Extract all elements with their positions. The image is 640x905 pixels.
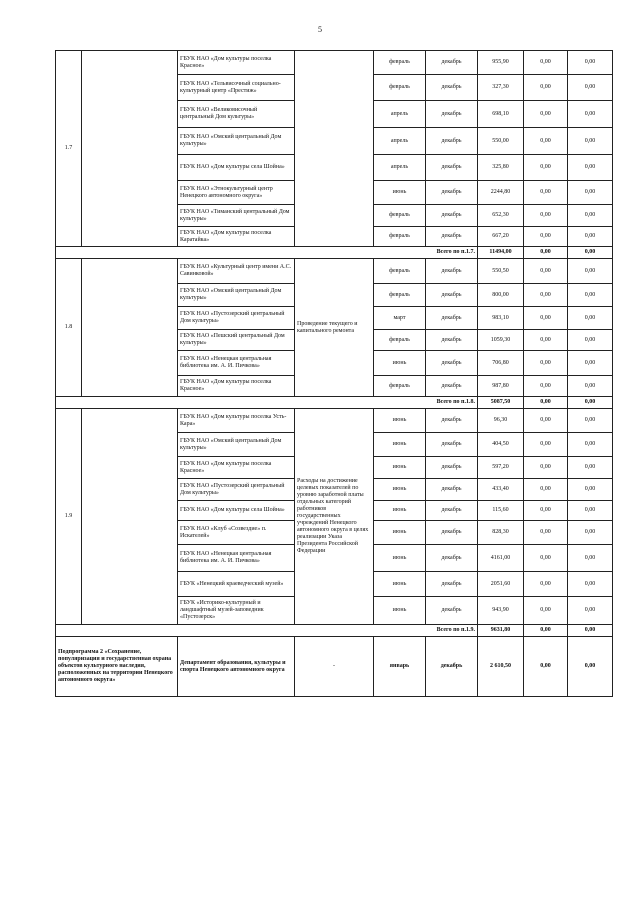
start-month: июнь (374, 521, 426, 545)
end-month: декабрь (426, 433, 478, 457)
amount-cell: 1059,30 (478, 330, 524, 351)
amount-cell: 96,30 (478, 409, 524, 433)
organization-cell: ГБУК НАО «Этнокультурный центр Ненецкого автономного округа» (178, 181, 295, 205)
start-month: февраль (374, 75, 426, 101)
organization-cell: ГБУК НАО «Ненецкая центральная библиотека им. А. И. Пичкова» (178, 351, 295, 376)
start-month: апрель (374, 155, 426, 181)
value-cell-2: 0,00 (568, 205, 613, 227)
value-cell-1: 0,00 (524, 51, 568, 75)
item-number: 1.8 (56, 259, 82, 397)
amount-cell: 955,90 (478, 51, 524, 75)
start-month: февраль (374, 205, 426, 227)
subprogram-value-2: 0,00 (568, 637, 613, 697)
total-amount: 11494,00 (478, 247, 524, 259)
value-cell-2: 0,00 (568, 545, 613, 572)
end-month: декабрь (426, 572, 478, 597)
start-month: июнь (374, 457, 426, 479)
event-cell: Проведение текущего и капитального ремонта (295, 259, 374, 397)
end-month: декабрь (426, 227, 478, 247)
value-cell-1: 0,00 (524, 205, 568, 227)
value-cell-1: 0,00 (524, 181, 568, 205)
start-month: июнь (374, 501, 426, 521)
table-row (56, 259, 613, 284)
organization-cell: ГБУК НАО «Великовисочный центральный Дом культуры» (178, 101, 295, 128)
total-value-1: 0,00 (524, 625, 568, 637)
total-amount: 5087,50 (478, 397, 524, 409)
end-month: декабрь (426, 409, 478, 433)
total-value-1: 0,00 (524, 247, 568, 259)
value-cell-1: 0,00 (524, 75, 568, 101)
amount-cell: 325,80 (478, 155, 524, 181)
table-row (56, 409, 613, 433)
value-cell-2: 0,00 (568, 457, 613, 479)
organization-cell: ГБУК НАО «Пешский центральный Дом культуры» (178, 330, 295, 351)
start-month: июнь (374, 597, 426, 625)
total-label: Всего по п.1.9. (56, 625, 478, 637)
organization-cell: ГБУК НАО «Дом культуры поселка Красное» (178, 376, 295, 397)
total-row (56, 247, 613, 259)
organization-cell: ГБУК НАО «Клуб «Созвездие» п. Искателей» (178, 521, 295, 545)
amount-cell: 550,00 (478, 128, 524, 155)
organization-cell: ГБУК НАО «Культурный центр имени А.С. Савинковой» (178, 259, 295, 284)
value-cell-2: 0,00 (568, 259, 613, 284)
start-month: июнь (374, 409, 426, 433)
start-month: июнь (374, 181, 426, 205)
end-month: декабрь (426, 521, 478, 545)
value-cell-1: 0,00 (524, 128, 568, 155)
table-body (56, 51, 613, 697)
organization-cell: ГБУК НАО «Омский центральный Дом культуры» (178, 284, 295, 307)
start-month: июнь (374, 479, 426, 501)
organization-cell: ГБУК НАО «Дом культуры села Шойна» (178, 501, 295, 521)
end-month: декабрь (426, 128, 478, 155)
amount-cell: 433,40 (478, 479, 524, 501)
value-cell-1: 0,00 (524, 597, 568, 625)
amount-cell: 327,30 (478, 75, 524, 101)
start-month: февраль (374, 330, 426, 351)
value-cell-1: 0,00 (524, 155, 568, 181)
end-month: декабрь (426, 259, 478, 284)
end-month: декабрь (426, 307, 478, 330)
start-month: июнь (374, 433, 426, 457)
organization-cell: ГБУК НАО «Тельвисочный социально-культурный центр «Престиж» (178, 75, 295, 101)
item-title (82, 51, 178, 247)
value-cell-2: 0,00 (568, 351, 613, 376)
page-number: 5 (318, 25, 322, 34)
amount-cell: 404,50 (478, 433, 524, 457)
value-cell-2: 0,00 (568, 501, 613, 521)
value-cell-1: 0,00 (524, 284, 568, 307)
amount-cell: 800,00 (478, 284, 524, 307)
end-month: декабрь (426, 101, 478, 128)
value-cell-1: 0,00 (524, 259, 568, 284)
start-month: июнь (374, 351, 426, 376)
value-cell-1: 0,00 (524, 330, 568, 351)
item-title (82, 409, 178, 625)
organization-cell: ГБУК НАО «Омский центральный Дом культуры» (178, 128, 295, 155)
organization-cell: ГБУК НАО «Дом культуры поселка Красное» (178, 457, 295, 479)
amount-cell: 983,10 (478, 307, 524, 330)
organization-cell: ГБУК НАО «Пустозерский центральный Дом культуры» (178, 307, 295, 330)
total-label: Всего по п.1.7. (56, 247, 478, 259)
organization-cell: ГБУК «Ненецкий краеведческий музей» (178, 572, 295, 597)
value-cell-2: 0,00 (568, 101, 613, 128)
start-month: февраль (374, 284, 426, 307)
subprogram-amount: 2 610,50 (478, 637, 524, 697)
organization-cell: ГБУК НАО «Ненецкая центральная библиотека им. А. И. Пичкова» (178, 545, 295, 572)
value-cell-2: 0,00 (568, 181, 613, 205)
value-cell-1: 0,00 (524, 227, 568, 247)
end-month: декабрь (426, 376, 478, 397)
end-month: декабрь (426, 501, 478, 521)
organization-cell: ГБУК НАО «Пустозерский центральный Дом культуры» (178, 479, 295, 501)
item-title (82, 259, 178, 397)
value-cell-2: 0,00 (568, 409, 613, 433)
start-month: февраль (374, 376, 426, 397)
value-cell-2: 0,00 (568, 128, 613, 155)
amount-cell: 652,30 (478, 205, 524, 227)
end-month: декабрь (426, 351, 478, 376)
value-cell-1: 0,00 (524, 433, 568, 457)
amount-cell: 943,90 (478, 597, 524, 625)
value-cell-2: 0,00 (568, 51, 613, 75)
value-cell-2: 0,00 (568, 284, 613, 307)
amount-cell: 667,20 (478, 227, 524, 247)
subprogram-event: - (295, 637, 374, 697)
subprogram-value-1: 0,00 (524, 637, 568, 697)
value-cell-1: 0,00 (524, 376, 568, 397)
start-month: апрель (374, 128, 426, 155)
end-month: декабрь (426, 597, 478, 625)
amount-cell: 698,10 (478, 101, 524, 128)
subprogram-organization: Департамент образования, культуры и спорта Ненецкого автономного округа (178, 637, 295, 697)
organization-cell: ГБУК НАО «Дом культуры села Шойна» (178, 155, 295, 181)
end-month: декабрь (426, 479, 478, 501)
value-cell-2: 0,00 (568, 597, 613, 625)
item-number: 1.7 (56, 51, 82, 247)
total-value-2: 0,00 (568, 247, 613, 259)
start-month: февраль (374, 259, 426, 284)
value-cell-2: 0,00 (568, 307, 613, 330)
value-cell-1: 0,00 (524, 501, 568, 521)
value-cell-2: 0,00 (568, 433, 613, 457)
value-cell-1: 0,00 (524, 409, 568, 433)
value-cell-2: 0,00 (568, 376, 613, 397)
end-month: декабрь (426, 545, 478, 572)
organization-cell: ГБУК НАО «Дом культуры поселка Каратайка» (178, 227, 295, 247)
organization-cell: ГБУК НАО «Дом культуры поселка Усть-Кара» (178, 409, 295, 433)
start-month: февраль (374, 51, 426, 75)
value-cell-1: 0,00 (524, 101, 568, 128)
item-number: 1.9 (56, 409, 82, 625)
total-row (56, 397, 613, 409)
start-month: март (374, 307, 426, 330)
total-value-1: 0,00 (524, 397, 568, 409)
value-cell-2: 0,00 (568, 227, 613, 247)
organization-cell: ГБУК «Историко-культурный и ландшафтный музей-заповедник «Пустозерск» (178, 597, 295, 625)
amount-cell: 987,80 (478, 376, 524, 397)
value-cell-2: 0,00 (568, 479, 613, 501)
event-cell (295, 51, 374, 247)
value-cell-1: 0,00 (524, 572, 568, 597)
amount-cell: 115,60 (478, 501, 524, 521)
amount-cell: 597,20 (478, 457, 524, 479)
end-month: декабрь (426, 181, 478, 205)
value-cell-1: 0,00 (524, 545, 568, 572)
end-month: декабрь (426, 155, 478, 181)
organization-cell: ГБУК НАО «Тиманский центральный Дом культуры» (178, 205, 295, 227)
start-month: июнь (374, 545, 426, 572)
subprogram-end: декабрь (426, 637, 478, 697)
subprogram-title: Подпрограмма 2 «Сохранение, популяризация и государственная охрана объектов культурного наследия, расположенных на территории Ненецкого автономного округа» (56, 637, 178, 697)
organization-cell: ГБУК НАО «Дом культуры поселка Красное» (178, 51, 295, 75)
end-month: декабрь (426, 284, 478, 307)
value-cell-2: 0,00 (568, 521, 613, 545)
end-month: декабрь (426, 205, 478, 227)
amount-cell: 2244,80 (478, 181, 524, 205)
value-cell-1: 0,00 (524, 457, 568, 479)
value-cell-1: 0,00 (524, 307, 568, 330)
total-label: Всего по п.1.8. (56, 397, 478, 409)
amount-cell: 828,30 (478, 521, 524, 545)
value-cell-2: 0,00 (568, 75, 613, 101)
total-value-2: 0,00 (568, 397, 613, 409)
amount-cell: 4161,00 (478, 545, 524, 572)
program-table (55, 50, 613, 697)
start-month: июнь (374, 572, 426, 597)
total-row (56, 625, 613, 637)
end-month: декабрь (426, 457, 478, 479)
value-cell-1: 0,00 (524, 351, 568, 376)
start-month: апрель (374, 101, 426, 128)
organization-cell: ГБУК НАО «Омский центральный Дом культуры» (178, 433, 295, 457)
subprogram-start: январь (374, 637, 426, 697)
start-month: февраль (374, 227, 426, 247)
table-row (56, 51, 613, 75)
end-month: декабрь (426, 330, 478, 351)
end-month: декабрь (426, 75, 478, 101)
value-cell-1: 0,00 (524, 521, 568, 545)
amount-cell: 706,80 (478, 351, 524, 376)
total-amount: 9631,80 (478, 625, 524, 637)
subprogram-row (56, 637, 613, 697)
value-cell-1: 0,00 (524, 479, 568, 501)
event-cell: Расходы на достижение целевых показателей по уровню заработной платы отдельных категорий работников государственных учреждений Ненецкого автономного округа в целях реализации Указа Президента Российской Федерации (295, 409, 374, 625)
value-cell-2: 0,00 (568, 572, 613, 597)
value-cell-2: 0,00 (568, 155, 613, 181)
end-month: декабрь (426, 51, 478, 75)
amount-cell: 2051,60 (478, 572, 524, 597)
value-cell-2: 0,00 (568, 330, 613, 351)
total-value-2: 0,00 (568, 625, 613, 637)
amount-cell: 550,50 (478, 259, 524, 284)
